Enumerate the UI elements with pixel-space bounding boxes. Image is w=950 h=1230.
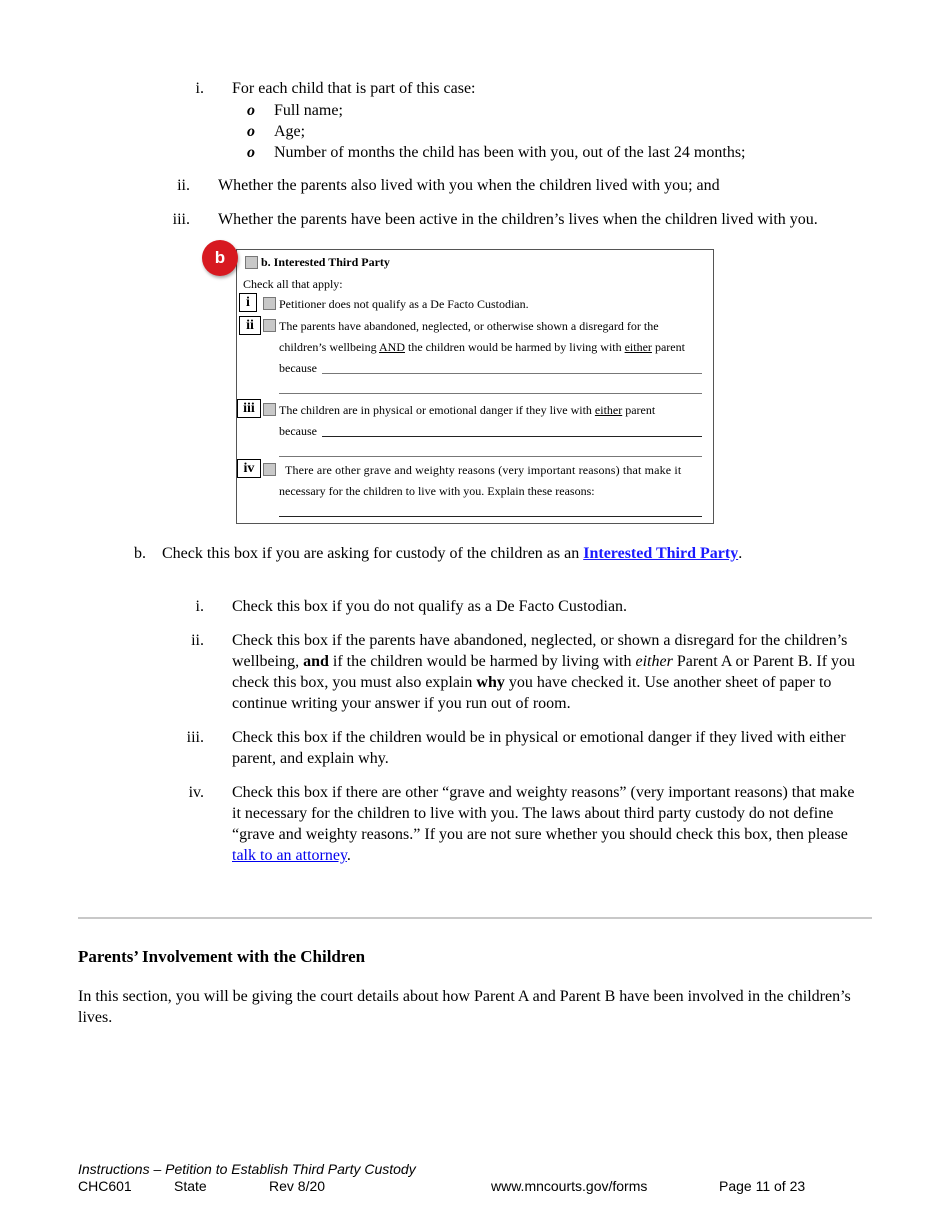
underlined-either: either — [594, 403, 623, 417]
text-span: Check this box if the parents have abandoned, neglected, or shown a disregard for the children’s wellbeing, — [232, 632, 848, 670]
bullet-icon: o — [247, 123, 255, 140]
text-span: children’s wellbeing — [279, 340, 379, 354]
form-item-ii-line1: The parents have abandoned, neglected, or otherwise shown a disregard for the — [279, 319, 659, 333]
text-span: if the children would be harmed by living with — [328, 653, 636, 670]
bold-and: and — [303, 653, 329, 670]
form-check-all: Check all that apply: — [243, 277, 343, 291]
numeral-b-i: i. — [195, 598, 204, 615]
bullet-icon: o — [247, 144, 255, 161]
checkbox-icon — [263, 463, 276, 476]
text-span: you have checked it. Use another sheet of paper to continue writing your answer if you run out of room. — [232, 674, 832, 712]
section-b-item-i: Check this box if you do not qualify as a De Facto Custodian. — [232, 598, 628, 615]
underlined-either: either — [624, 340, 652, 354]
list-item-i: For each child that is part of this case: — [232, 80, 476, 97]
talk-to-attorney-link[interactable]: talk to an attorney — [232, 847, 347, 864]
form-item-iv-line2: necessary for the children to live with you. Explain these reasons: — [279, 484, 595, 498]
roman-iv-box: iv — [237, 459, 261, 478]
text-span: . — [738, 545, 743, 562]
section-divider — [78, 917, 872, 919]
text-span: Parent A or Parent B. If you check this box, you must also explain — [232, 653, 856, 691]
footer-page: Page 11 of 23 — [719, 1178, 806, 1194]
footer-url: www.mncourts.gov/forms — [491, 1178, 648, 1194]
section-heading: Parents’ Involvement with the Children — [78, 947, 366, 966]
list-item-ii: Whether the parents also lived with you when the children lived with you; and — [218, 177, 720, 194]
form-excerpt — [236, 249, 714, 524]
section-intro: In this section, you will be giving the court details about how Parent A and Parent B have been involved in the children’s lives. — [78, 988, 851, 1026]
checkbox-icon — [263, 297, 276, 310]
numeral-b-iv: iv. — [188, 784, 204, 801]
form-item-iv-line1: There are other grave and weighty reasons (very important reasons) that make it — [285, 463, 682, 477]
numeral-i: i. — [195, 80, 204, 97]
footer-rev: Rev 8/20 — [269, 1178, 326, 1194]
bullet-full-name: Full name; — [274, 102, 343, 119]
text-span: The children are in physical or emotional danger if they live with — [279, 403, 595, 417]
footer-scope: State — [174, 1178, 207, 1194]
numeral-b-ii: ii. — [191, 632, 204, 649]
answer-line — [322, 436, 702, 437]
bold-why: why — [476, 674, 505, 691]
form-item-i: Petitioner does not qualify as a De Facto Custodian. — [279, 297, 529, 311]
bullet-icon: o — [247, 102, 255, 119]
roman-iii-box: iii — [237, 399, 261, 418]
checkbox-icon — [263, 319, 276, 332]
roman-i-box: i — [239, 293, 257, 312]
section-b-label: b. — [134, 545, 146, 562]
footer-form-code: CHC601 — [78, 1178, 132, 1194]
list-item-iii: Whether the parents have been active in the children’s lives when the children lived with you. — [218, 211, 818, 228]
form-item-iii-line1 — [279, 402, 655, 418]
checkbox-icon — [245, 256, 258, 269]
roman-ii-box: ii — [239, 316, 261, 335]
answer-line — [279, 393, 702, 394]
text-span: Check this box if you are asking for custody of the children as an — [162, 545, 584, 562]
section-b-item-iv — [232, 782, 862, 866]
answer-line — [279, 456, 702, 457]
text-span: Check this box if there are other “grave and weighty reasons” (very important reasons) that make it necessary for the children to live with you. The laws about third party custody do not define “grave and weighty reasons.” If you are not sure whether you should check this box, then please — [232, 784, 855, 843]
form-item-ii-line2 — [279, 339, 685, 355]
numeral-b-iii: iii. — [186, 729, 204, 746]
numeral-ii: ii. — [177, 177, 190, 194]
footer-title: Instructions – Petition to Establish Third Party Custody — [78, 1161, 416, 1177]
answer-line — [322, 373, 702, 374]
bullet-age: Age; — [274, 123, 306, 140]
numeral-iii: iii. — [172, 211, 190, 228]
interested-third-party-link[interactable]: Interested Third Party — [583, 545, 739, 562]
step-badge-b: b — [202, 240, 238, 276]
text-span: parent — [622, 403, 656, 417]
form-item-iii-line2: because — [279, 424, 317, 438]
form-item-ii-line3: because — [279, 361, 317, 375]
text-span: the children would be harmed by living with — [404, 340, 625, 354]
section-b-item-iii: Check this box if the children would be in physical or emotional danger if they lived with either parent, and explain why. — [232, 729, 846, 767]
section-b-text — [162, 543, 742, 564]
text-span: . — [346, 847, 351, 864]
underlined-and: AND — [378, 340, 405, 354]
section-b-item-ii — [232, 630, 862, 714]
form-title: b. Interested Third Party — [261, 255, 390, 269]
checkbox-icon — [263, 403, 276, 416]
italic-either: either — [635, 653, 673, 670]
text-span: parent — [651, 340, 685, 354]
answer-line — [279, 516, 702, 517]
bullet-months: Number of months the child has been with you, out of the last 24 months; — [274, 144, 746, 161]
